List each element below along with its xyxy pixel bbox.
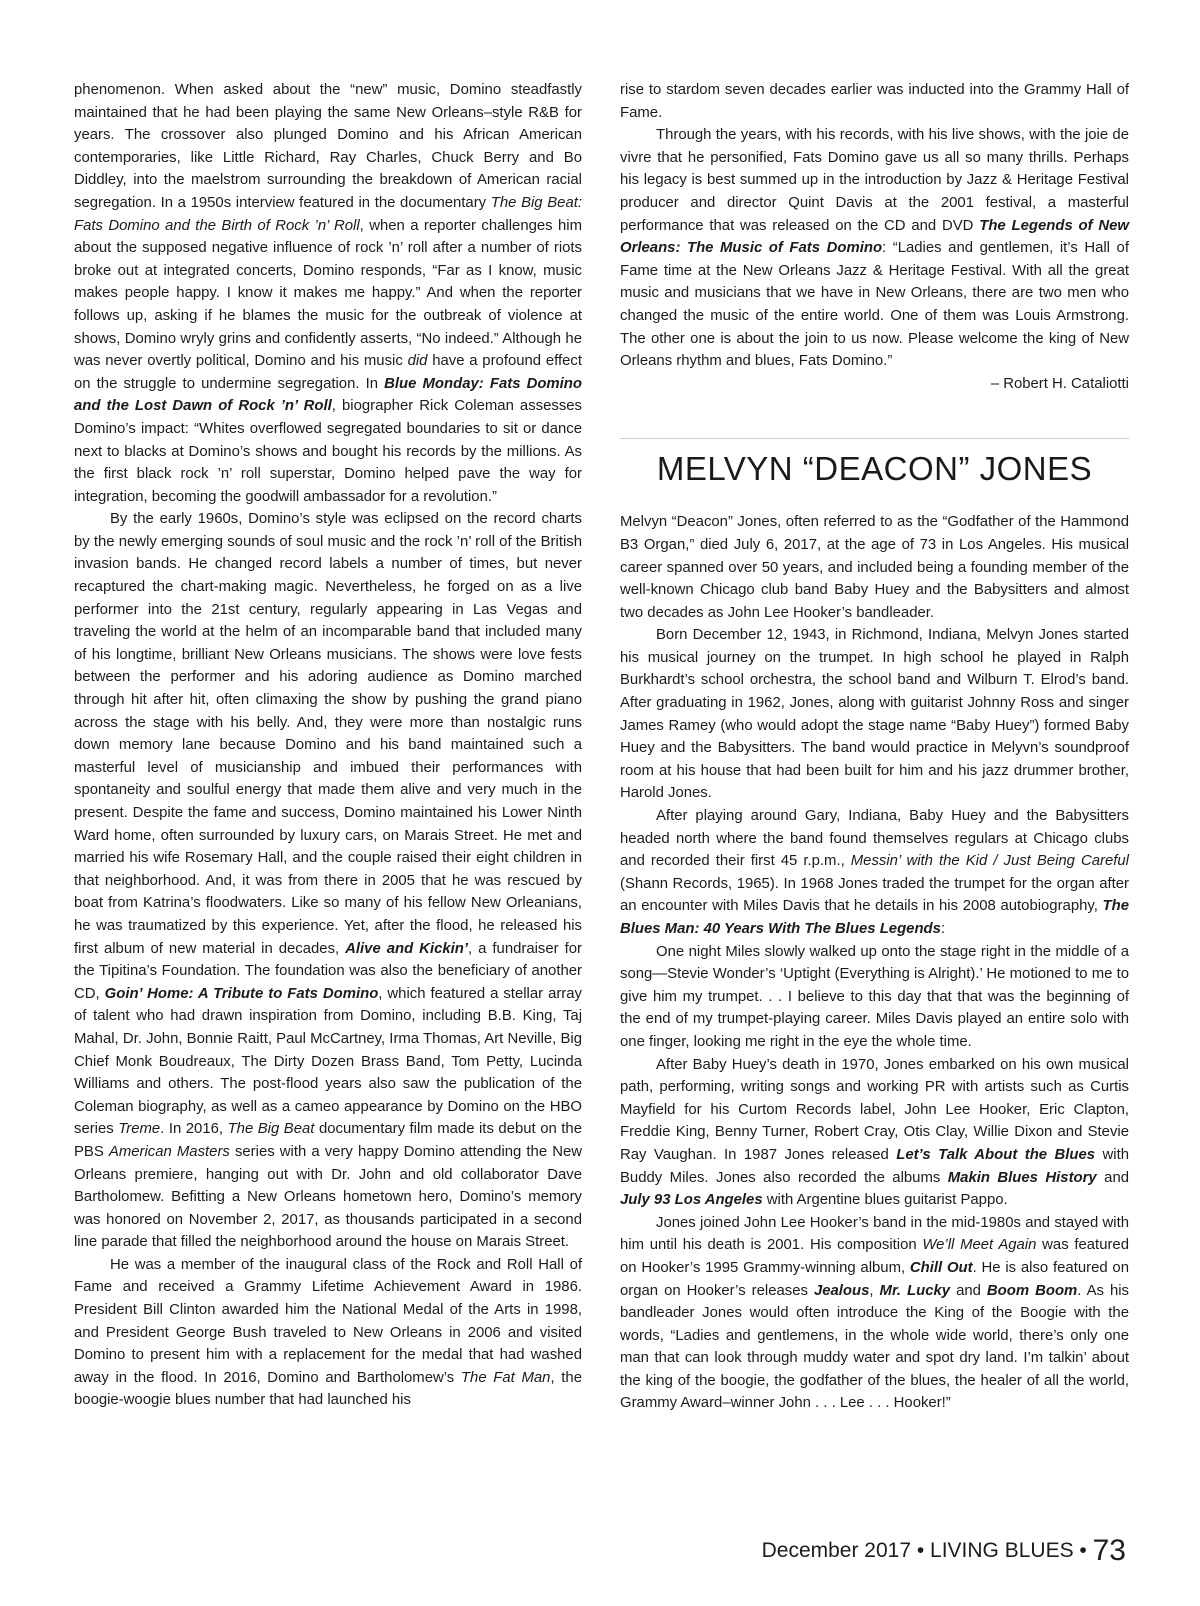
paragraph: Through the years, with his records, with his live shows, with the joie de vivre that he personified, Fats Domino gave us all so many thrills. Perhaps his legacy is best summed up in the introduction by Jazz & Heritage Festival producer and director Quint Davis at the 2001 festival, a masterful performance that was released on the CD and DVD The Legends of New Orleans: The Music of Fats Domino: “Ladies and gentlemen, it’s Hall of Fame time at the New Orleans Jazz & Heritage Festival. With all the great music and musicians that we have in New Orleans, there are two men who changed the music of the entire world. One of them was Louis Armstrong. The other one is about the join to us now. Please welcome the king of New Orleans rhythm and blues, Fats Domino.” bbox=[620, 127, 1129, 370]
paragraph: He was a member of the inaugural class of the Rock and Roll Hall of Fame and received a Grammy Lifetime Achievement Award in 1986. President Bill Clinton awarded him the National Medal of the Arts in 1998, and President George Bush traveled to New Orleans in 2006 and visited Domino to present him with a replacement for the medal that had washed away in the flood. In 2016, Domino and Bartholomew’s The Fat Man, the boogie-woogie blues number that had launched his bbox=[74, 1256, 582, 1409]
paragraph: phenomenon. When asked about the “new” music, Domino steadfastly maintained that he had been playing the same New Orleans–style R&B for years. The crossover also plunged Domino and his African American contemporaries, like Little Richard, Ray Charles, Chuck Berry and Bo Diddley, into the maelstrom surrounding the breakdown of American racial segregation. In a 1950s interview featured in the documentary The Big Beat: Fats Domino and the Birth of Rock ’n’ Roll, when a reporter challenges him about the supposed negative influence of rock ’n’ roll after a number of riots broke out at integrated concerts, Domino responds, “Far as I know, music makes people happy. I know it makes me happy.” And when the reporter follows up, asking if he blames the music for the outbreak of violence at shows, Domino wryly grins and confidently asserts, “No indeed.” Although he was never overtly political, Domino and his music did have a profound effect on the struggle to undermine segregation. In Blue Monday: Fats Domino and the Lost Dawn of Rock ’n’ Roll, biographer Rick Coleman assesses Domino’s impact: “Whites overflowed segregated boundaries to sit or dance next to blacks at Domino’s shows and bought his records by the millions. As the first black rock ’n’ roll superstar, Domino helped pave the way for integration, becoming the goodwill ambassador for a revolution.” bbox=[74, 82, 582, 505]
series-title: American Masters bbox=[108, 1143, 230, 1160]
book-title: Blue Monday: Fats Domino and the Lost Dawn of Rock ’n’ Roll bbox=[74, 375, 582, 415]
album-title: Chill Out bbox=[909, 1259, 973, 1276]
author-signoff: – Robert H. Cataliotti bbox=[990, 375, 1129, 392]
book-title: The Blues Man: 40 Years With The Blues Legends bbox=[620, 898, 1129, 937]
block-quote: One night Miles slowly walked up onto the stage right in the middle of a song—Stevie Wonder’s ‘Uptight (Everything is Alright).’ He motioned to me to give him my trumpet. . . I believe to this day that that was the beginning of the end of my trumpet-playing career. Miles Davis played an entire solo with one finger, looking me right in the eye the whole time. bbox=[620, 943, 1129, 1050]
paragraph: Born December 12, 1943, in Richmond, Indiana, Melvyn Jones started his musical journey on the trumpet. In high school he played in Ralph Burkhardt’s school orchestra, the school band and Wilburn T. Elrod’s band. After graduating in 1962, Jones, along with guitarist Johnny Ross and singer James Ramey (who would adopt the stage name “Baby Huey”) formed Baby Huey and the Babysitters. The band would practice in Melyvn’s soundproof room at his house that had been built for him and his jazz drummer brother, Harold Jones. bbox=[620, 627, 1129, 802]
page-number: 73 bbox=[1092, 1534, 1126, 1567]
paragraph: After playing around Gary, Indiana, Baby Huey and the Babysitters headed north where the band found themselves regulars at Chicago clubs and recorded their first 45 r.p.m., Messin’ with the Kid / Just Being Careful (Shann Records, 1965). In 1968 Jones traded the trumpet for the organ after an encounter with Miles Davis that he details in his 2008 autobiography, The Blues Man: 40 Years With The Blues Legends: bbox=[620, 808, 1129, 937]
album-title: Mr. Lucky bbox=[879, 1282, 951, 1299]
album-title: Goin’ Home: A Tribute to Fats Domino bbox=[104, 985, 379, 1002]
album-title: Makin Blues History bbox=[947, 1169, 1097, 1186]
record-title: Messin’ with the Kid / Just Being Careful bbox=[850, 853, 1129, 870]
issue-label: December 2017 • LIVING BLUES • bbox=[761, 1539, 1087, 1562]
album-title: Alive and Kickin’ bbox=[345, 940, 469, 957]
left-column bbox=[74, 79, 582, 1412]
section-divider bbox=[620, 438, 1129, 439]
emphasis: did bbox=[407, 353, 428, 370]
right-column bbox=[620, 79, 1129, 1415]
series-title: Treme bbox=[118, 1121, 161, 1138]
film-title: The Big Beat: Fats Domino and the Birth of Rock ’n’ Roll bbox=[74, 194, 582, 234]
paragraph: After Baby Huey’s death in 1970, Jones embarked on his own musical path, performing, writing songs and working PR with artists such as Curtis Mayfield for his Curtom Records label, John Lee Hooker, Eric Clapton, Freddie King, Benny Turner, Robert Cray, Otis Clay, Willie Dixon and Stevie Ray Vaughan. In 1987 Jones released Let’s Talk About the Blues with Buddy Miles. Jones also recorded the albums Makin Blues History and July 93 Los Angeles with Argentine blues guitarist Pappo. bbox=[620, 1056, 1130, 1209]
paragraph: rise to stardom seven decades earlier was inducted into the Grammy Hall of Fame. bbox=[620, 82, 1129, 121]
song-title: The Fat Man bbox=[460, 1369, 551, 1386]
song-title: We’ll Meet Again bbox=[922, 1237, 1037, 1254]
paragraph: Jones joined John Lee Hooker’s band in the mid-1980s and stayed with him until his death is 2001. His composition We’ll Meet Again was featured on Hooker’s 1995 Grammy-winning album, Chill Out. He is also featured on organ on Hooker’s releases Jealous, Mr. Lucky and Boom Boom. As his bandleader Jones would often introduce the King of the Boogie with the words, “Ladies and gentlemens, in the whole wide world, there’s only one man that can look through muddy water and spot dry land. I’m talkin’ about the king of the boogie, the godfather of the blues, the healer of all the world, Grammy Award–winner John . . . Lee . . . Hooker!” bbox=[620, 1214, 1130, 1412]
paragraph: Melvyn “Deacon” Jones, often referred to as the “Godfather of the Hammond B3 Organ,” died July 6, 2017, at the age of 73 in Los Angeles. His musical career spanned over 50 years, and included being a founding member of the well-known Chicago club band Baby Huey and the Babysitters and almost two decades as John Lee Hooker’s bandleader. bbox=[620, 514, 1129, 621]
section-title: MELVYN “DEACON” JONES bbox=[656, 450, 1093, 488]
album-title: July 93 Los Angeles bbox=[620, 1192, 763, 1209]
album-title: Boom Boom bbox=[986, 1282, 1078, 1299]
album-title: Let’s Talk About the Blues bbox=[896, 1146, 1096, 1163]
film-title: The Big Beat bbox=[227, 1121, 315, 1138]
album-title: Jealous bbox=[813, 1282, 870, 1299]
page-footer bbox=[762, 1536, 1126, 1566]
paragraph: By the early 1960s, Domino’s style was eclipsed on the record charts by the newly emerging sounds of soul music and the rock ’n’ roll of the British invasion bands. He changed record labels a number of times, but never recaptured the chart-making magic. Nevertheless, he forged on as a live performer into the 21st century, regularly appearing in Las Vegas and traveling the world at the helm of an incomparable band that included many of his longtime, brilliant New Orleans musicians. The shows were love fests between the performer and his adoring audience as Domino marched through hit after hit, often climaxing the show by pushing the grand piano across the stage with his belly. And, they were more than nostalgic runs down memory lane because Domino and his band maintained such a masterful level of musicianship and imbued their performances with spontaneity and soulful energy that made them alive and very much in the present. Despite the fame and success, Domino maintained his Lower Ninth Ward home, often surrounded by luxury cars, on Marais Street. He met and married his wife Rosemary Hall, and the couple raised their eight children in that neighborhood. And, it was from there in 2005 that he was rescued by boat from Katrina’s floodwaters. Like so many of his fellow New Orleanians, he was traumatized by this experience. Yet, after the flood, he released his first album of new material in decades, Alive and Kickin’, a fundraiser for the Tipitina’s Foundation. The foundation was also the beneficiary of another CD, Goin’ Home: A Tribute to Fats Domino, which featured a stellar array of talent who had drawn inspiration from Domino, including B.B. King, Taj Mahal, Dr. John, Bonnie Raitt, Paul McCartney, Irma Thomas, Art Neville, Big Chief Monk Boudreaux, The Dirty Dozen Brass Band, Tom Petty, Lucinda Williams and others. The post-flood years also saw the publication of the Coleman biography, as well as a cameo appearance by Domino on the HBO series Treme. In 2016, The Big Beat documentary film made its debut on the PBS American Masters series with a very happy Domino attending the New Orleans premiere, hanging out with Dr. John and old collaborator Dave Bartholomew. Befitting a New Orleans hometown hero, Domino’s memory was honored on November 2, 2017, as thousands participated in a second line parade that filled the neighborhood around the house on Marais Street. bbox=[74, 511, 583, 1251]
album-title: The Legends of New Orleans: The Music of Fats Domino bbox=[620, 217, 1129, 257]
